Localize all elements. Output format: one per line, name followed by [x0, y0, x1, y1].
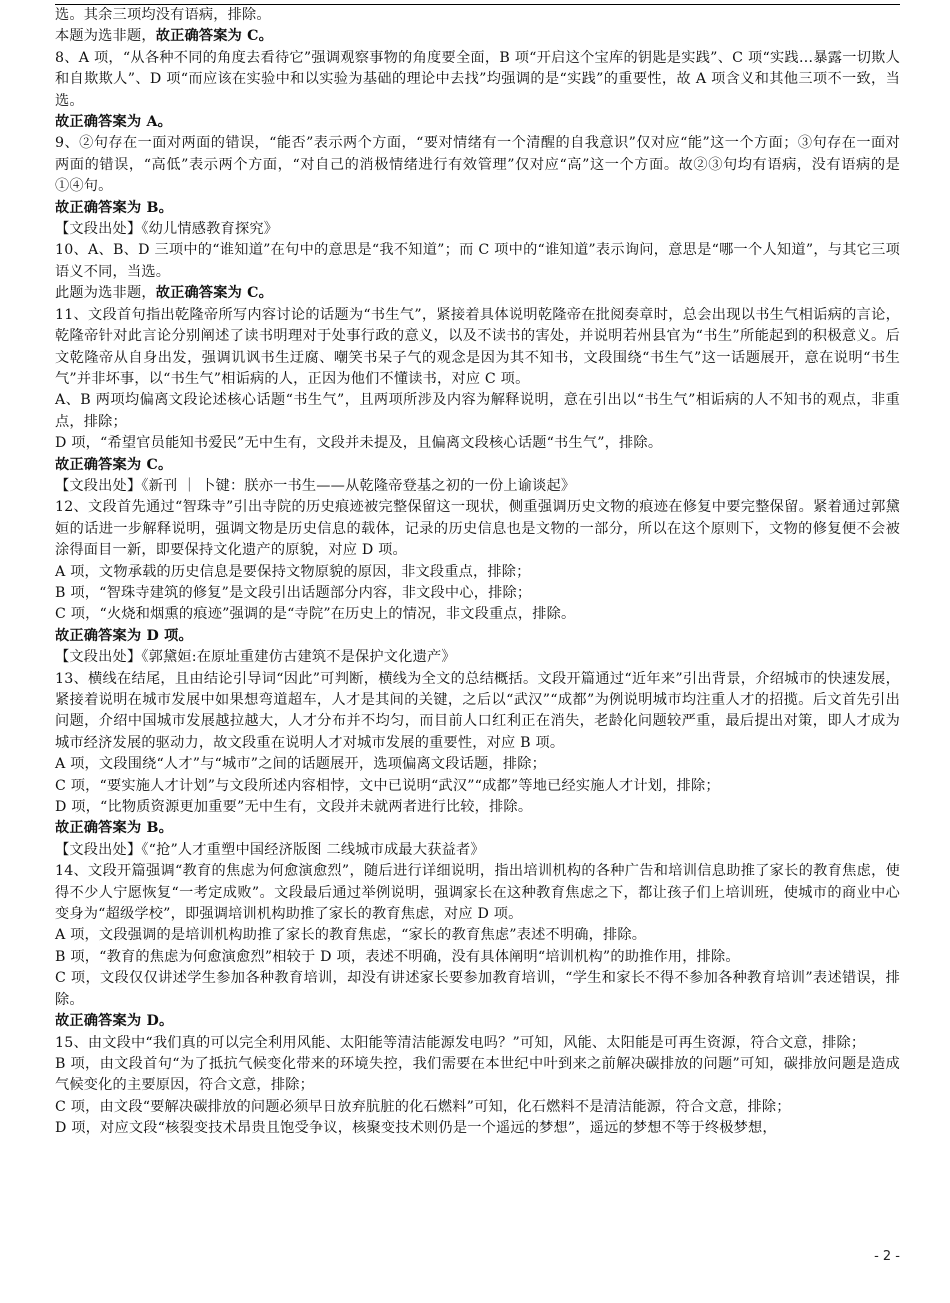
answer-text: 故正确答案为 D 项。: [55, 627, 193, 644]
paragraph: [55, 283, 900, 304]
paragraph: 14、文段开篇强调“教育的焦虑为何愈演愈烈”，随后进行详细说明，指出培训机构的各种广告和培训信息助推了家长的教育焦虑，使得不少人宁愿恢复“一考定成败”。文段最后通过举例说明，强调家长在这种教育焦虑之下，都让孩子们上培训班，使城市的商业中心变身为“超级学校”，即强调培训机构助推了家长的教育焦虑，对应 D 项。: [55, 863, 900, 923]
paragraph: B 项，由文段首句“为了抵抗气候变化带来的环境失控，我们需要在本世纪中叶到来之前解决碳排放的问题”可知，碳排放问题是造成气候变化的主要原因，符合文意，排除；: [55, 1055, 900, 1094]
paragraph: D 项，对应文段“核裂变技术昂贵且饱受争议，核聚变技术则仍是一个遥远的梦想”，遥远的梦想不等于终极梦想，: [55, 1120, 777, 1137]
paragraph: 【文段出处】《新刊 ｜ 卜键：朕亦一书生——从乾隆帝登基之初的一份上谕谈起》: [55, 477, 576, 494]
paragraph: A 项，文物承载的历史信息是要保持文物原貌的原因，非文段重点，排除；: [55, 563, 531, 580]
paragraph: 12、文段首先通过“智珠寺”引出寺院的历史痕迹被完整保留这一现状，侧重强调历史文物的痕迹在修复中要完整保留。紧着通过郭黛姮的话进一步解释说明，强调文物是历史信息的载体，记录的历史信息也是文物的一部分，所以在这个原则下，文物的修复便不会被涂得面目一新，即要保持文化遗产的原貌，对应 D 项。: [55, 499, 900, 559]
paragraph: [55, 818, 900, 839]
paragraph: C 项，文段仅仅讲述学生参加各种教育培训，却没有讲述家长要参加教育培训，“学生和家长不得不参加各种教育培训”表述错误，排除。: [55, 970, 900, 1008]
answer-text: 故正确答案为 A。: [55, 114, 173, 131]
paragraph: 选。其余三项均没有语病，排除。: [55, 7, 271, 23]
paragraph: A、B 两项均偏离文段论述核心话题“书生气”，且两项所涉及内容为解释说明，意在引出以“书生气”相诟病的人不知书的观点，非重点，排除；: [55, 392, 900, 430]
paragraph: C 项，“火烧和烟熏的痕迹”强调的是“寺院”在历史上的情况，非文段重点，排除。: [55, 606, 576, 623]
paragraph-text: 此题为选非题，: [55, 285, 156, 302]
paragraph: C 项，由文段“要解决碳排放的问题必须早日放弃肮脏的化石燃料”可知，化石燃料不是清洁能源，符合文意，排除；: [55, 1098, 791, 1115]
paragraph: [55, 26, 900, 47]
paragraph: B 项，“智珠寺建筑的修复”是文段引出话题部分内容，非文段中心，排除；: [55, 584, 532, 601]
paragraph: 【文段出处】《郭黛姮:在原址重建仿古建筑不是保护文化遗产》: [55, 649, 456, 666]
paragraph: [55, 198, 900, 219]
answer-text: 故正确答案为 C。: [55, 456, 173, 473]
paragraph: A 项，文段围绕“人才”与“城市”之间的话题展开，选项偏离文段话题，排除；: [55, 756, 546, 773]
paragraph: 8、A 项，“从各种不同的角度去看待它”强调观察事物的角度要全面，B 项“开启这个宝库的钥匙是实践”、C 项“实践…暴露一切欺人和自欺欺人”、D 项“而应该在实验中和以实验为基础的理论中去找”均强调的是“实践”的重要性，故 A 项含义和其他三项不一致，当选。: [55, 49, 900, 109]
answer-text: 故正确答案为 C。: [155, 28, 274, 45]
paragraph: [55, 1011, 900, 1032]
answer-text: 故正确答案为 C。: [155, 285, 274, 302]
paragraph: D 项，“比物质资源更加重要”无中生有，文段并未就两者进行比较，排除。: [55, 799, 533, 816]
answer-text: 故正确答案为 D。: [55, 1013, 174, 1030]
paragraph: D 项，“希望官员能知书爱民”无中生有，文段并未提及，且偏离文段核心话题“书生气”，排除。: [55, 435, 663, 452]
paragraph: B 项，“教育的焦虑为何愈演愈烈”相较于 D 项，表述不明确，没有具体阐明“培训机构”的助推作用，排除。: [55, 948, 740, 965]
paragraph: 【文段出处】《“抢”人才重塑中国经济版图 二线城市成最大获益者》: [55, 841, 485, 858]
paragraph: A 项，文段强调的是培训机构助推了家长的教育焦虑，“家长的教育焦虑”表述不明确，排除。: [55, 927, 647, 944]
paragraph: 15、由文段中“我们真的可以完全利用风能、太阳能等清洁能源发电吗？”可知，风能、太阳能是可再生资源，符合文意，排除；: [55, 1034, 866, 1051]
paragraph-text: 本题为选非题，: [55, 28, 156, 45]
paragraph: 【文段出处】《幼儿情感教育探究》: [55, 221, 279, 238]
page-number: - 2 -: [874, 1249, 900, 1264]
answer-text: 故正确答案为 B。: [55, 820, 174, 837]
paragraph: [55, 112, 900, 133]
document-page: [55, 0, 900, 1140]
paragraph: 10、A、B、D 三项中的“谁知道”在句中的意思是“我不知道”；而 C 项中的“谁知道”表示询问，意思是“哪一个人知道”，与其它三项语义不同，当选。: [55, 242, 900, 280]
paragraph: 11、文段首句指出乾隆帝所写内容讨论的话题为“书生气”，紧接着具体说明乾隆帝在批阅奏章时，总会出现以书生气相诟病的言论，乾隆帝针对此言论分别阐述了读书明理对于处事行政的意义，以及不读书的害处，并说明若州县官为“书生”所能起到的积极意义。后文乾隆帝从自身出发，强调讥讽书生迂腐、嘲笑书呆子气的观念是因为其不知书，文段围绕“书生气”这一话题展开，意在说明“书生气”并非坏事，以“书生气”相诟病的人，正因为他们不懂读书，对应 C 项。: [55, 306, 900, 387]
paragraph: [55, 455, 900, 476]
document-body: [55, 5, 900, 1140]
paragraph: C 项，“要实施人才计划”与文段所述内容相悖，文中已说明“武汉”“成都”等地已经实施人才计划，排除；: [55, 777, 720, 794]
paragraph: 9、②句存在一面对两面的错误，“能否”表示两个方面，“要对情绪有一个清醒的自我意识”仅对应“能”这一个方面；③句存在一面对两面的错误，“高低”表示两个方面，“对自己的消极情绪进行有效管理”仅对应“高”这一个方面。故②③句均有语病，没有语病的是①④句。: [55, 135, 900, 195]
paragraph: [55, 626, 900, 647]
paragraph: 13、横线在结尾，且由结论引导词“因此”可判断，横线为全文的总结概括。文段开篇通过“近年来”引出背景，介绍城市的快速发展，紧接着说明在城市发展中如果想弯道超车，人才是其间的关键，之后以“武汉”“成都”为例说明城市均注重人才的招揽。后文首先引出问题，介绍中国城市发展越拉越大，人才分布并不均匀，而目前人口红利正在消失，老龄化问题较严重，最后提出对策，即人才成为城市经济发展的驱动力，故文段重在说明人才对城市发展的重要性，对应 B 项。: [55, 670, 900, 751]
answer-text: 故正确答案为 B。: [55, 199, 174, 216]
